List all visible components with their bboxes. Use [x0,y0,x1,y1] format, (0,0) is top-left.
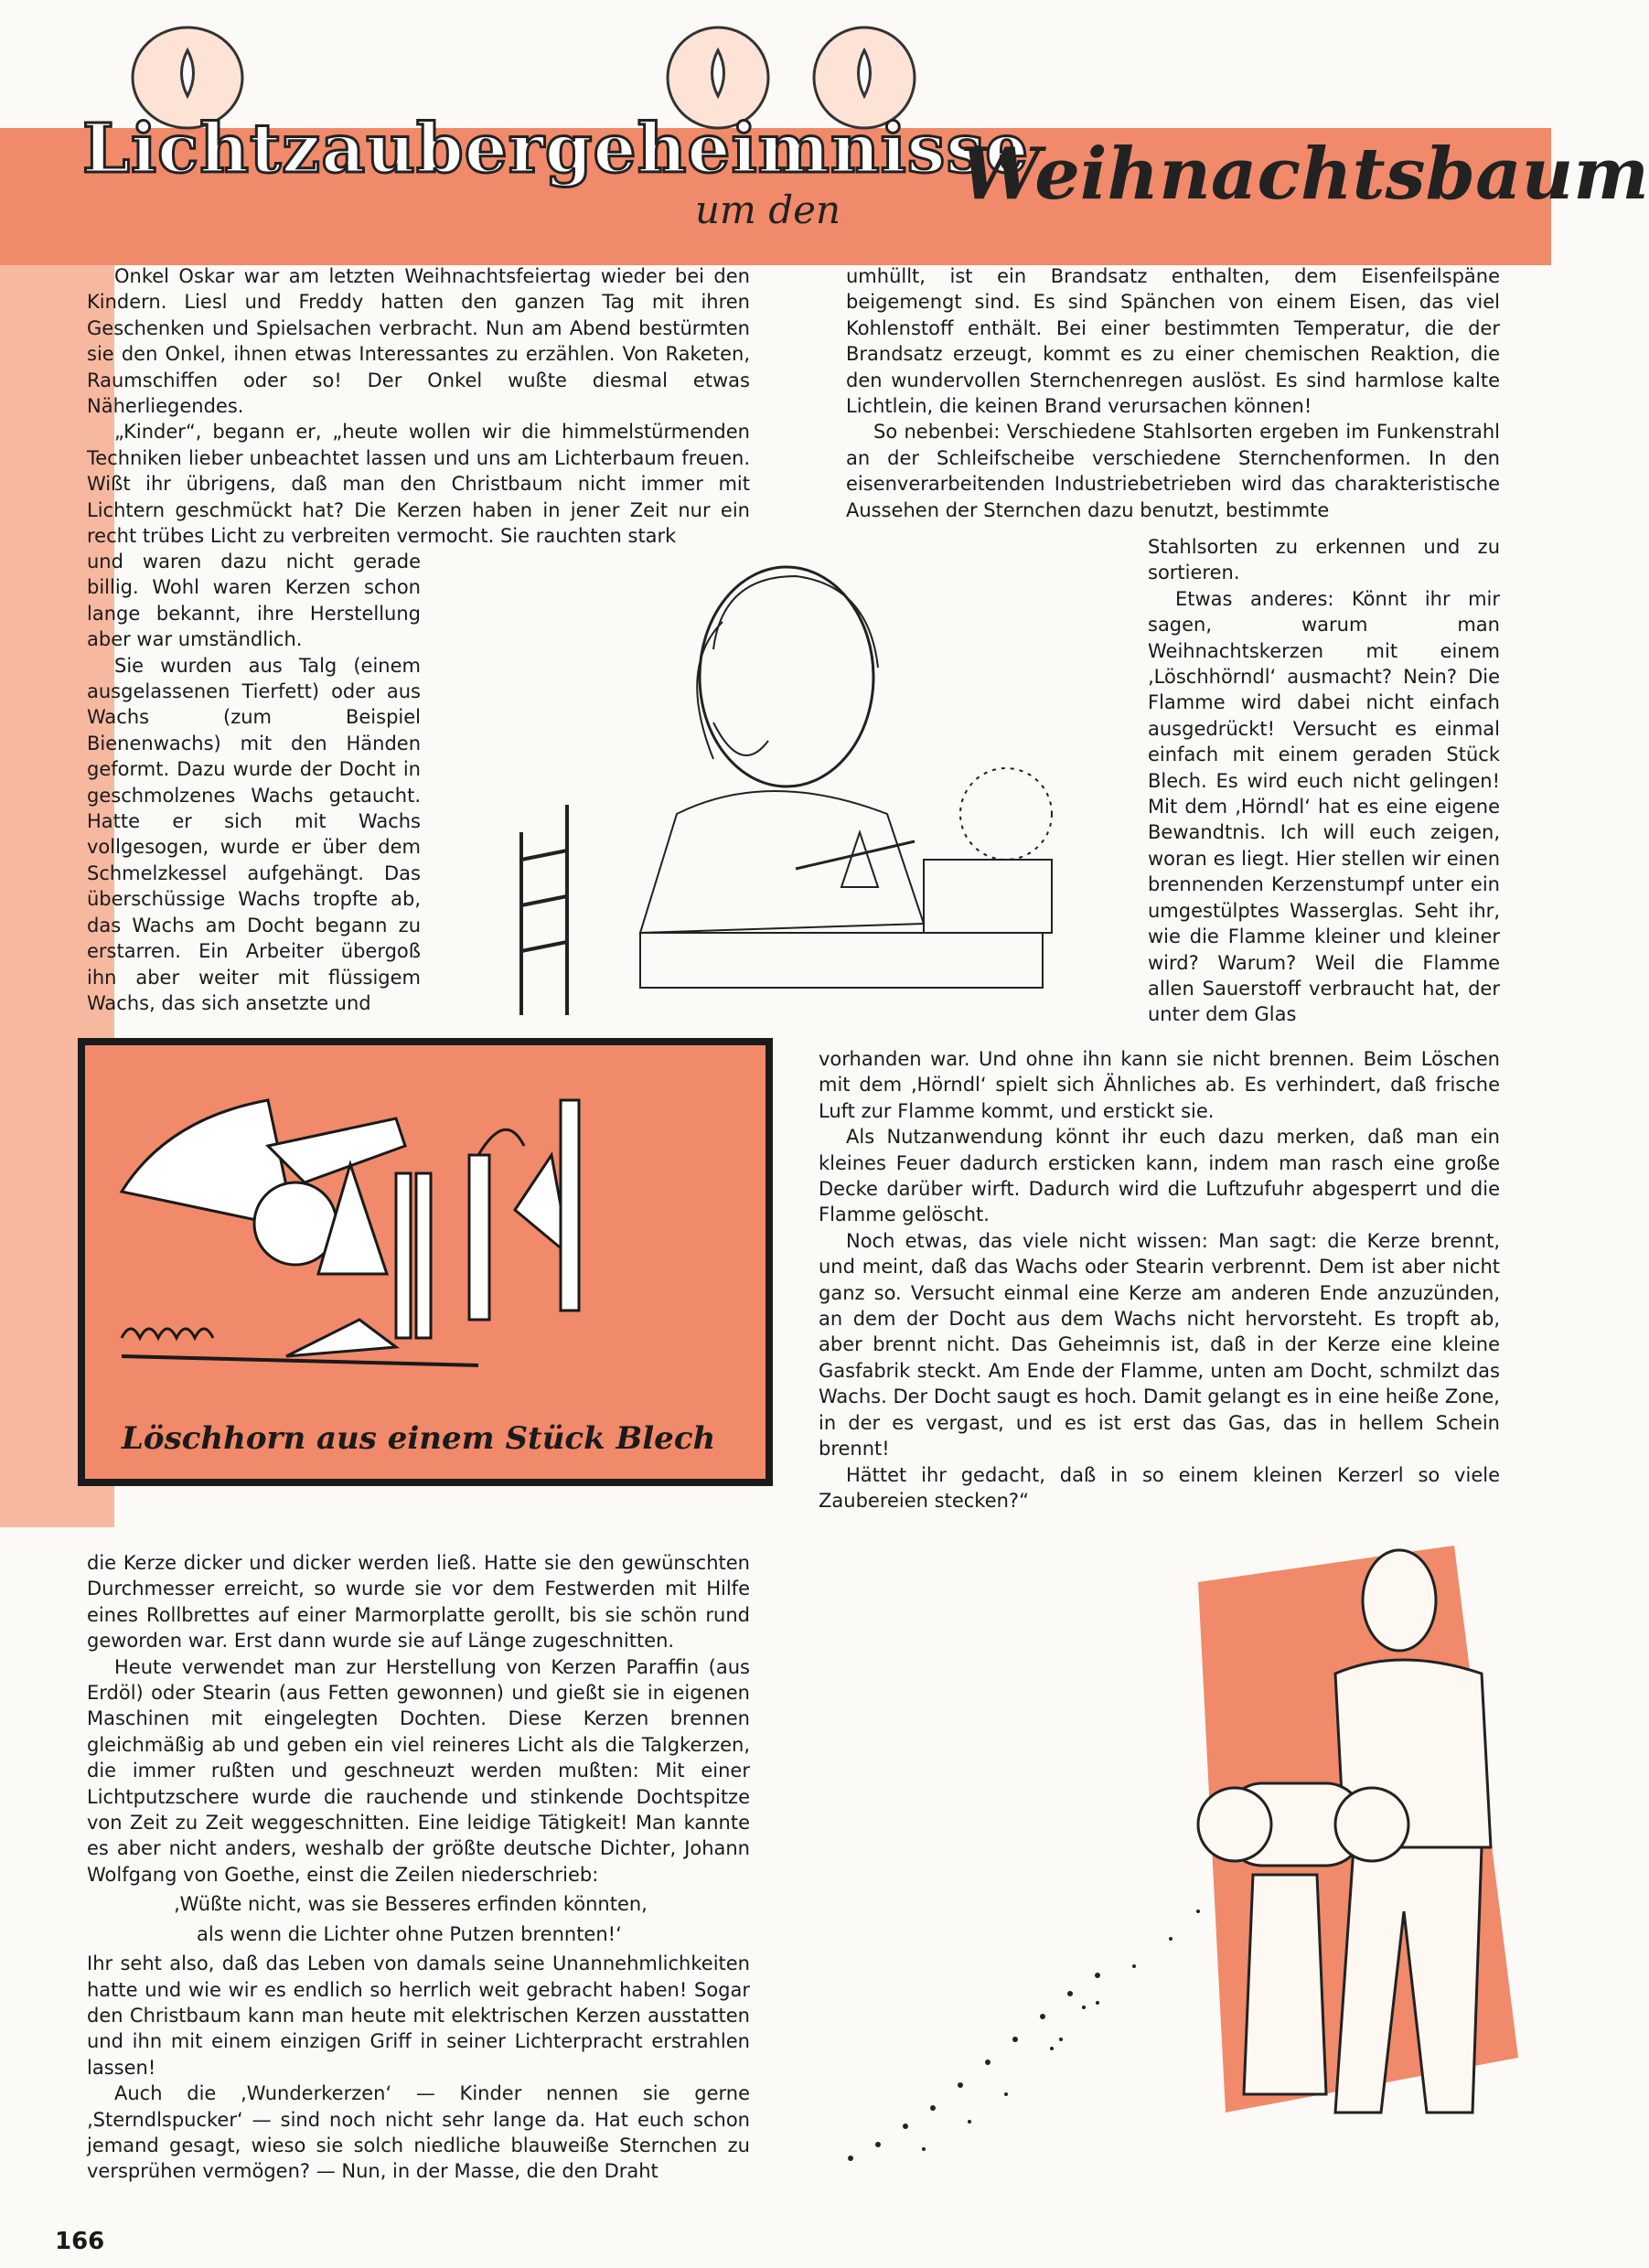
paragraph: die Kerze dicker und dicker werden ließ. Hatte sie den gewünschten Durchmesser erreicht, so wurde sie vor dem Festwerden mit Hilfe eines Rollbrettes auf einer Marmorplatte gerollt, bis sie schön rund geworden war. Erst dann wurde sie auf Länge zugeschnitten. [87,1552,750,1653]
paragraph: vorhanden war. Und ohne ihn kann sie nicht brennen. Beim Löschen mit dem ‚Hörndl‘ spielt sich Ähnliches ab. Es verhindert, daß frische Luft zur Flamme kommt, und erstickt sie. [819,1048,1500,1122]
goethe-writing-illustration [494,540,1116,1033]
diagram-caption: Löschhorn aus einem Stück Blech [122,1420,716,1457]
paragraph: Onkel Oskar war am letzten Weihnachtsfeiertag wieder bei den Kindern. Liesl und Freddy hatten den ganzen Tag mit ihren Geschenken und Spielsachen verbracht. Nun am Abend bestürmten sie den Onkel, ihnen etwas Interessantes zu erzählen. Von Raketen, Raumschiffen oder so! Der Onkel wußte diesmal etwas Näherliegendes. [87,265,750,418]
paragraph: Hättet ihr gedacht, daß in so einem kleinen Kerzerl so viele Zaubereien stecken?“ [819,1463,1500,1512]
sparks-icon [823,1966,1116,2177]
goethe-quote-line: ‚Wüßte nicht, was sie Besseres erfinden könnten, [174,1893,648,1916]
left-column-narrow [87,549,421,1016]
snuffer-diagram-icon [85,1045,766,1411]
paragraph: „Kinder“, begann er, „heute wollen wir die himmelstürmenden Techniken lieber unbeachtet lassen und uns am Lichterbaum freuen. Wißt ihr übrigens, daß man den Christbaum nicht immer mit Lichtern geschmückt hat? Die Kerzen haben in jener Zeit nur ein recht trübes Licht zu verbreiten vermocht. Sie rauchten stark [87,421,750,548]
headline-connector: um den [695,187,841,232]
paragraph: Etwas anderes: Könnt ihr mir sagen, warum man Weihnachtskerzen mit einem ‚Löschhörndl‘ ausmacht? Nein? Die Flamme wird dabei nicht einfach ausgedrückt! Versucht es einmal einfach mit einem geraden Stück Blech. Es wird euch nicht gelingen! Mit dem ‚Hörndl‘ hat es eine eigene Bewandtnis. Ich will euch zeigen, woran es liegt. Hier stellen wir einen brennenden Kerzenstumpf unter ein umgestülptes Wasserglas. Seht ihr, wie die Flamme kleiner und kleiner wird? Warum? Weil die Flamme allen Sauerstoff verbraucht hat, der unter dem Glas [1148,587,1500,1026]
paragraph: und waren dazu nicht gerade billig. Wohl waren Kerzen schon lange bekannt, ihre Herstellung aber war umständlich. [87,551,421,651]
paragraph: Ihr seht also, daß das Leben von damals seine Unannehmlichkeiten hatte und wie wir es endlich so herrlich weit gebracht haben! Sogar den Christbaum kann man heute mit elektrischen Kerzen ausstatten und ihn mit einem einzigen Griff in seiner Lichterpracht erstrahlen lassen! [87,1952,750,2079]
paragraph: Auch die ‚Wunderkerzen‘ — Kinder nennen sie gerne ‚Sterndlspucker‘ — sind noch nicht sehr lange da. Hat euch schon jemand gesagt, wieso sie solch niedliche blauweiße Sternchen zu versprühen vermögen? — Nun, in der Masse, die den Draht [87,2082,750,2183]
headline-subject: Weihnachtsbaum [960,133,1649,216]
left-column-bottom [87,1550,750,2185]
headline: Lichtzaubergeheimnisse [82,110,1030,188]
paragraph: So nebenbei: Verschiedene Stahlsorten ergeben im Funkenstrahl an der Schleifscheibe verschiedene Sternchenformen. In den eisenverarbeitenden Industriebetrieben wird das charakteristische Aussehen der Sternchen dazu benutzt, bestimmte [846,421,1500,521]
left-column-top [87,263,750,549]
right-column-bottom [819,1046,1500,1514]
paragraph: Stahlsorten zu erkennen und zu sortieren. [1148,536,1500,584]
paragraph: umhüllt, ist ein Brandsatz enthalten, dem Eisenfeilspäne beigemengt sind. Es sind Spänchen von einem Eisen, das viel Kohlenstoff enthält. Bei einer bestimmten Temperatur, die der Brandsatz erzeugt, kommt es zu einer chemischen Reaktion, die den wundervollen Sternchenregen auslöst. Es sind harmlose kalte Lichtlein, die keinen Brand verursachen können! [846,265,1500,418]
snuffer-diagram-box [78,1038,773,1486]
goethe-quote-line: als wenn die Lichter ohne Putzen brennten!‘ [197,1922,622,1945]
paragraph: Noch etwas, das viele nicht wissen: Man sagt: die Kerze brennt, und meint, daß das Wachs oder Stearin verbrennt. Dem ist aber nicht ganz so. Versucht einmal eine Kerze am anderen Ende anzuzünden, an dem der Docht aus dem Wachs nicht hervorsteht. Es tropft ab, aber brennt nicht. Das Geheimnis ist, daß in der Kerze eine kleine Gasfabrik steckt. Am Ende der Flamme, unten am Docht, schmilzt das Wachs. Der Docht saugt es hoch. Damit gelangt es in eine heiße Zone, in der es vergast, und es ist erst das Gas, das in hellem Schein brennt! [819,1229,1500,1460]
page-number: 166 [55,2228,105,2255]
right-column-narrow [1148,534,1500,1028]
grinder-worker-illustration [1189,1546,1555,2131]
paragraph: Heute verwendet man zur Herstellung von Kerzen Paraffin (aus Erdöl) oder Stearin (aus Fetten gewonnen) und gießt sie in eigenen Maschinen mit eingelegten Dochten. Diese Kerzen brennen gleichmäßig ab und geben ein viel reineres Licht als die Talgkerzen, die immer rußten und geschneuzt werden mußten: Mit einer Lichtputzschere wurde die rauchende und stinkende Dochtspitze von Zeit zu Zeit weggeschnitten. Eine leidige Tätigkeit! Man kannte es aber nicht anders, weshalb der größte deutsche Dichter, Johann Wolfgang von Goethe, einst die Zeilen niederschrieb: [87,1655,750,1886]
paragraph: Als Nutzanwendung könnt ihr euch dazu merken, daß man ein kleines Feuer dadurch ersticken kann, indem man rasch eine große Decke darüber wirft. Dadurch wird die Luftzufuhr abgesperrt und die Flamme gelöscht. [819,1126,1500,1226]
paragraph: Sie wurden aus Talg (einem ausgelassenen Tierfett) oder aus Wachs (zum Beispiel Bienenwachs) mit den Händen geformt. Dazu wurde der Docht in geschmolzenes Wachs getaucht. Hatte er sich mit Wachs vollgesogen, wurde er über dem Schmelzkessel aufgehängt. Das überschüssige Wachs tropfte ab, das Wachs am Docht begann zu erstarren. Ein Arbeiter übergoß ihn aber weiter mit flüssigem Wachs, das sich ansetzte und [87,654,421,1014]
right-column-top [846,263,1500,523]
